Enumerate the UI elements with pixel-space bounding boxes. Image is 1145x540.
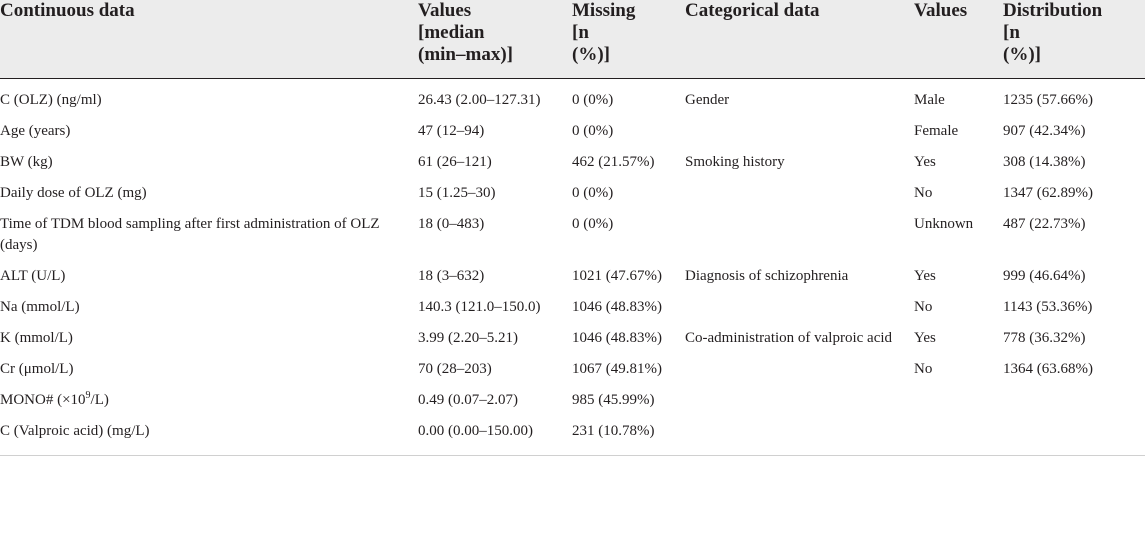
cell-missing: 1067 (49.81%) <box>572 361 662 377</box>
cell-continuous: Age (years) <box>0 123 71 139</box>
cell-distribution: 907 (42.34%) <box>1003 123 1086 139</box>
cell-missing: 1021 (47.67%) <box>572 268 662 284</box>
cell-categorical <box>685 214 914 266</box>
cell-value: 0.49 (0.07–2.07) <box>418 392 518 408</box>
cell-distribution: 778 (36.32%) <box>1003 330 1086 346</box>
cell-value: 70 (28–203) <box>418 361 492 377</box>
cell-distribution: 1364 (63.68%) <box>1003 361 1093 377</box>
cell-missing: 0 (0%) <box>572 185 614 201</box>
table-row <box>0 359 1145 390</box>
cell-categorical <box>685 121 914 152</box>
header-missing <box>572 0 685 79</box>
cell-continuous: Na (mmol/L) <box>0 299 80 315</box>
header-distribution <box>1003 0 1145 79</box>
header-line: Missing <box>572 0 636 21</box>
cell-distribution: 1235 (57.66%) <box>1003 92 1093 108</box>
cell-missing: 0 (0%) <box>572 123 614 139</box>
table-row <box>0 390 1145 421</box>
table-row <box>0 421 1145 456</box>
cell-distribution: 1143 (53.36%) <box>1003 299 1093 315</box>
cell-missing: 231 (10.78%) <box>572 423 655 439</box>
cell-distribution: 308 (14.38%) <box>1003 154 1086 170</box>
cell-missing: 0 (0%) <box>572 216 614 232</box>
cell-missing: 462 (21.57%) <box>572 154 655 170</box>
mono-label-post: /L) <box>90 392 109 408</box>
header-line: Distribution <box>1003 0 1103 21</box>
cell-category-value: No <box>914 185 933 201</box>
mono-label-pre: MONO# (×10 <box>0 392 86 408</box>
table-row <box>0 328 1145 359</box>
cell-distribution <box>1003 421 1145 456</box>
cell-category-value: No <box>914 361 933 377</box>
cell-category-value: Female <box>914 123 959 139</box>
cell-value: 47 (12–94) <box>418 123 485 139</box>
cell-distribution <box>1003 390 1145 421</box>
cell-categorical <box>685 183 914 214</box>
cell-categorical: Smoking history <box>685 154 785 170</box>
cell-continuous: C (OLZ) (ng/ml) <box>0 92 102 108</box>
cell-value: 0.00 (0.00–150.00) <box>418 423 533 439</box>
table-row <box>0 214 1145 266</box>
cell-value: 3.99 (2.20–5.21) <box>418 330 518 346</box>
header-row <box>0 0 1145 79</box>
cell-missing: 0 (0%) <box>572 92 614 108</box>
cell-categorical <box>685 359 914 390</box>
table-row <box>0 121 1145 152</box>
cell-value: 61 (26–121) <box>418 154 492 170</box>
cell-value: 15 (1.25–30) <box>418 185 496 201</box>
cell-distribution: 999 (46.64%) <box>1003 268 1086 284</box>
cell-categorical: Co-administration of valproic acid <box>685 330 893 346</box>
cell-category-value: Yes <box>914 330 936 346</box>
table-row <box>0 79 1145 122</box>
cell-category-value: Unknown <box>914 216 974 232</box>
cell-category-value: Yes <box>914 154 936 170</box>
cell-categorical <box>685 297 914 328</box>
table-row <box>0 266 1145 297</box>
header-line: (%)] <box>572 44 610 65</box>
cell-continuous: ALT (U/L) <box>0 268 66 284</box>
cell-continuous: Daily dose of OLZ (mg) <box>0 185 147 201</box>
cell-value: 140.3 (121.0–150.0) <box>418 299 541 315</box>
cell-missing: 1046 (48.83%) <box>572 330 662 346</box>
table-row <box>0 152 1145 183</box>
header-categorical-data: Categorical data <box>685 0 820 21</box>
header-line: [median <box>418 22 485 43</box>
header-line: (%)] <box>1003 44 1041 65</box>
cell-category-value <box>914 390 1003 421</box>
cell-continuous <box>0 390 418 421</box>
header-line: [n <box>572 22 589 43</box>
cell-value: 18 (0–483) <box>418 216 485 232</box>
cell-continuous: Cr (μmol/L) <box>0 361 74 377</box>
cell-missing: 985 (45.99%) <box>572 392 655 408</box>
header-line: Values <box>418 0 472 21</box>
cell-continuous: K (mmol/L) <box>0 330 73 346</box>
cell-category-value: Yes <box>914 268 936 284</box>
cell-missing: 1046 (48.83%) <box>572 299 662 315</box>
header-line: [n <box>1003 22 1020 43</box>
cell-categorical <box>685 390 914 421</box>
cell-category-value: No <box>914 299 933 315</box>
cell-continuous: C (Valproic acid) (mg/L) <box>0 423 150 439</box>
cell-categorical <box>685 421 914 456</box>
cell-continuous: Time of TDM blood sampling after first administration of OLZ (days) <box>0 216 380 253</box>
header-line: (min–max)] <box>418 44 513 65</box>
cell-continuous: BW (kg) <box>0 154 53 170</box>
cell-categorical: Diagnosis of schizophrenia <box>685 268 849 284</box>
cell-distribution: 1347 (62.89%) <box>1003 185 1093 201</box>
cell-distribution: 487 (22.73%) <box>1003 216 1086 232</box>
cell-categorical: Gender <box>685 92 730 108</box>
mono-label-sup: 9 <box>85 390 91 401</box>
table-row <box>0 183 1145 214</box>
header-values-median <box>418 0 572 79</box>
table-row <box>0 297 1145 328</box>
header-continuous-data: Continuous data <box>0 0 135 21</box>
cell-value: 18 (3–632) <box>418 268 485 284</box>
cell-category-value: Male <box>914 92 945 108</box>
cell-category-value <box>914 421 1003 456</box>
cell-value: 26.43 (2.00–127.31) <box>418 92 541 108</box>
header-values-categorical: Values <box>914 0 968 21</box>
